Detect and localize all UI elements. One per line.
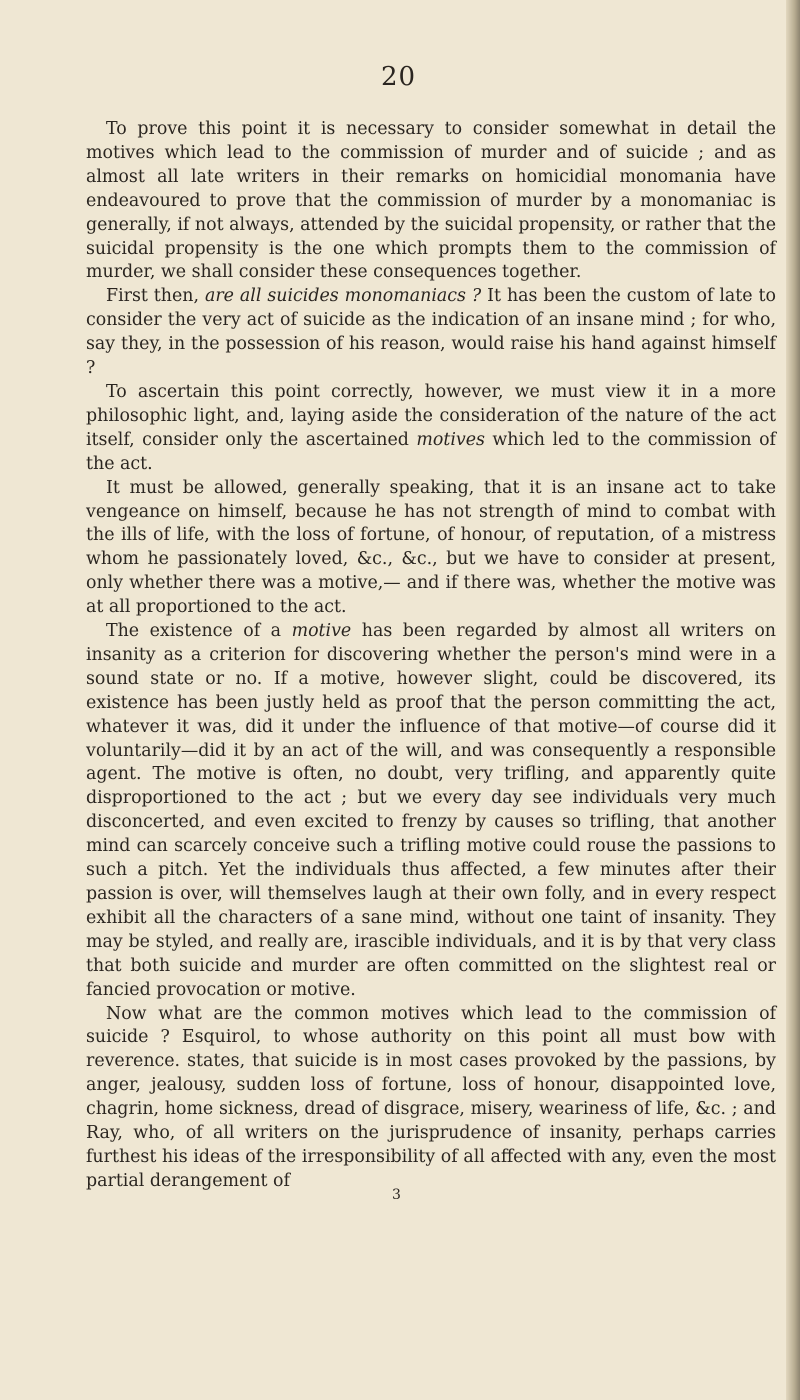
italic-word: motives: [416, 429, 485, 450]
paragraph-4: [86, 477, 776, 620]
paragraph-1: [86, 118, 776, 285]
paragraph-5: [86, 620, 776, 1003]
paragraph-6: [86, 1003, 776, 1194]
paragraph-3: [86, 381, 776, 477]
paragraph-text: To ascertain this point correctly, however, we must view it in a more philosophic light, and, laying aside the consideration of the nature of the act itself, consider only the ascertained: [86, 381, 776, 450]
body-text: [86, 118, 776, 1194]
paragraph-text: First then,: [106, 286, 205, 307]
paragraph-text: Now what are the common motives which lead to the commission of suicide ? Esquirol, to whose authority on this point all must bow with reverence. states, that suicide is in most cases provoked by the passions, by anger, jealousy, sudden loss of fortune, loss of honour, disappointed love, chagrin, home sickness, dread of disgrace, misery, weariness of life, &c. ; and Ray, who, of all writers on the jurisprudence of insanity, perhaps carries furthest his ideas of the irresponsibility of all affected with any, even the most partial derangement of: [86, 1003, 776, 1191]
paragraph-2: [86, 285, 776, 381]
signature-mark: 3: [392, 1187, 401, 1203]
paragraph-text: The existence of a: [106, 621, 292, 642]
paragraph-text: which led to the commission of the act.: [86, 429, 776, 474]
paragraph-text: It has been the custom of late to consider the very act of suicide as the indication of an insane mind ; for who, say they, in the possession of his reason, would raise his hand against himself ?: [86, 286, 776, 379]
italic-question: are all suicides monomaniacs ?: [204, 286, 482, 307]
italic-word: motive: [291, 621, 352, 642]
paragraph-text: To prove this point it is necessary to consider somewhat in detail the motives which lead to the commission of murder and of suicide ; and as almost all late writers in their remarks on homicidial monomania have endeavoured to prove that the commission of murder by a monomaniac is generally, if not always, attended by the suicidal propensity, or rather that the suicidal propensity is the one which prompts them to the commission of murder, we shall consider these consequences together.: [86, 119, 776, 283]
page-edge: [786, 0, 800, 1400]
page-number: 20: [381, 62, 417, 92]
paragraph-text: It must be allowed, generally speaking, that it is an insane act to take vengeance on himself, because he has not strength of mind to combat with the ills of life, with the loss of fortune, of honour, of reputation, of a mistress whom he passionately loved, &c., &c., but we have to consider at present, only whether there was a motive,— and if there was, whether the motive was at all proportioned to the act.: [86, 477, 776, 618]
paragraph-text: has been regarded by almost all writers on insanity as a criterion for discovering whether the person's mind were in a sound state or no. If a motive, however slight, could be discovered, its existence has been justly held as proof that the person committing the act, whatever it was, did it under the influence of that motive—of course did it voluntarily—did it by an act of the will, and was consequently a responsible agent. The motive is often, no doubt, very trifling, and apparently quite disproportioned to the act ; but we every day see individuals very much disconcerted, and even excited to frenzy by causes so trifling, that another mind can scarcely conceive such a trifling motive could rouse the passions to such a pitch. Yet the individuals thus affected, a few minutes after their passion is over, will themselves laugh at their own folly, and in every respect exhibit all the characters of a sane mind, without one taint of insanity. They may be styled, and really are, irascible individuals, and it is by that very class that both suicide and murder are often committed on the slightest real or fancied provocation or motive.: [86, 621, 777, 1000]
